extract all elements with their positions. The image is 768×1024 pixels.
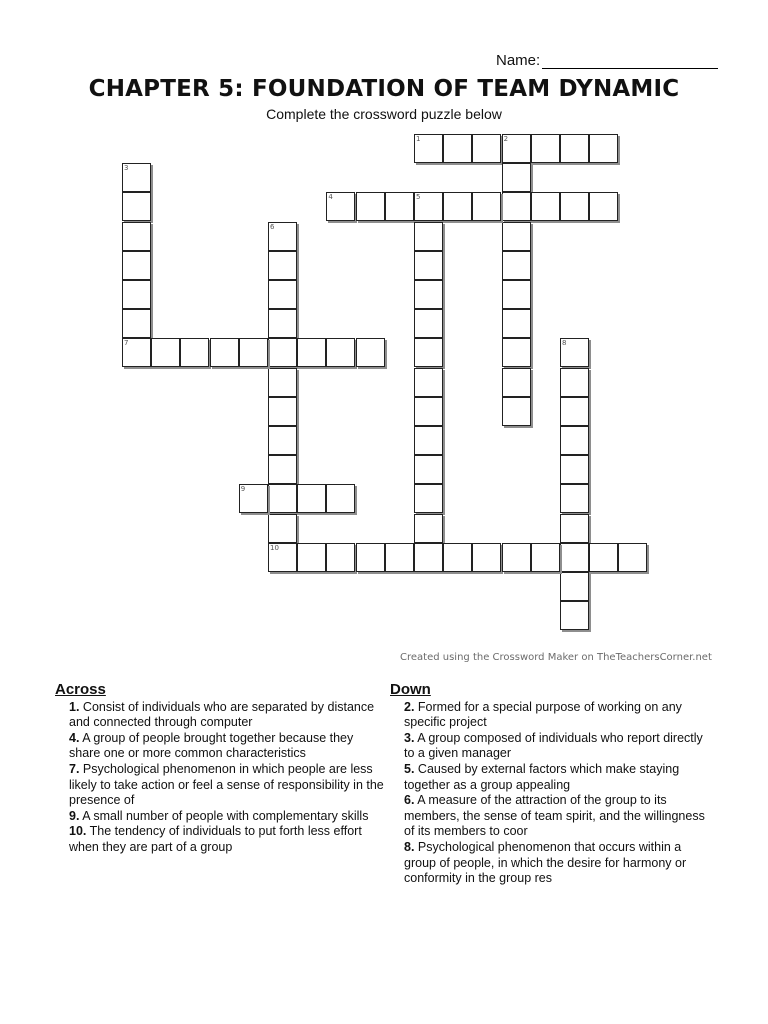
page-subtitle: Complete the crossword puzzle below [266, 106, 502, 122]
crossword-cell[interactable] [268, 397, 297, 426]
crossword-cell[interactable] [414, 192, 443, 221]
name-field[interactable] [496, 52, 718, 69]
clue-item-text: Formed for a special purpose of working on any specific project [404, 699, 682, 730]
clue-item-number: 3. [404, 730, 415, 745]
clue-number: 10 [270, 543, 279, 552]
crossword-cell[interactable] [122, 309, 151, 338]
crossword-cell[interactable] [560, 397, 589, 426]
clue-item-text: A small number of people with complementary skills [79, 808, 369, 823]
clue-item [55, 824, 385, 855]
crossword-cell[interactable] [560, 134, 589, 163]
crossword-cell[interactable] [560, 368, 589, 397]
crossword-cell[interactable] [560, 543, 589, 572]
crossword-cell[interactable] [268, 309, 297, 338]
crossword-cell[interactable] [122, 192, 151, 221]
crossword-cell[interactable] [268, 484, 297, 513]
crossword-cell[interactable] [560, 426, 589, 455]
clue-number: 3 [124, 164, 129, 173]
clue-item-number: 9. [69, 808, 80, 823]
crossword-cell[interactable] [385, 543, 414, 572]
clue-number: 4 [328, 193, 333, 202]
clue-item [390, 840, 710, 887]
name-blank-line[interactable] [542, 54, 718, 69]
clue-number: 6 [270, 222, 275, 231]
across-clue-list [55, 700, 385, 856]
clue-item [390, 731, 710, 762]
crossword-cell[interactable] [414, 514, 443, 543]
crossword-cell[interactable] [297, 543, 326, 572]
clue-item-number: 7. [69, 761, 80, 776]
crossword-cell[interactable] [502, 543, 531, 572]
clue-number: 2 [503, 135, 509, 143]
crossword-cell[interactable] [531, 192, 560, 221]
clue-item-text: Consist of individuals who are separated by distance and connected through computer [69, 699, 375, 730]
crossword-cell[interactable] [502, 309, 531, 338]
crossword-cell[interactable] [268, 338, 297, 367]
crossword-cell[interactable] [502, 163, 531, 192]
clue-item [390, 793, 710, 840]
page-title: CHAPTER 5: FOUNDATION OF TEAM DYNAMIC [88, 76, 680, 102]
crossword-cell[interactable] [326, 484, 355, 513]
clue-item [390, 700, 710, 731]
crossword-cell[interactable] [326, 338, 355, 367]
crossword-cell[interactable] [531, 134, 560, 163]
crossword-cell[interactable] [268, 455, 297, 484]
crossword-cell[interactable] [180, 338, 209, 367]
crossword-cell[interactable] [472, 134, 501, 163]
down-clue-list [390, 700, 710, 887]
clue-item-number: 6. [404, 793, 415, 808]
clue-item-text: A group of people brought together because they share one or more common characteristics [69, 730, 354, 761]
crossword-cell[interactable] [268, 543, 297, 572]
crossword-cell[interactable] [560, 484, 589, 513]
crossword-cell[interactable] [502, 222, 531, 251]
clue-item [55, 762, 385, 809]
crossword-cell[interactable] [414, 455, 443, 484]
clue-item-number: 5. [404, 761, 415, 776]
crossword-cell[interactable] [502, 192, 531, 221]
crossword-cell[interactable] [589, 543, 618, 572]
crossword-cell[interactable] [268, 280, 297, 309]
crossword-cell[interactable] [239, 338, 268, 367]
crossword-cell[interactable] [268, 222, 297, 251]
clue-item-number: 4. [69, 730, 80, 745]
crossword-cell[interactable] [268, 514, 297, 543]
across-heading: Across [55, 681, 106, 698]
crossword-cell[interactable] [122, 222, 151, 251]
clue-item-text: The tendency of individuals to put forth less effort when they are part of a group [69, 824, 362, 854]
crossword-cell[interactable] [414, 338, 443, 367]
down-heading: Down [390, 681, 431, 698]
clue-number: 1 [416, 135, 421, 143]
clue-item-text: Caused by external factors which make staying together as a group appealing [404, 761, 680, 792]
crossword-cell[interactable] [472, 192, 501, 221]
clue-item [55, 809, 385, 825]
crossword-cell[interactable] [502, 251, 531, 280]
clue-number: 8 [562, 339, 567, 348]
crossword-cell[interactable] [122, 251, 151, 280]
across-clues [55, 682, 385, 856]
crossword-cell[interactable] [502, 338, 531, 367]
crossword-cell[interactable] [414, 309, 443, 338]
clue-item [55, 731, 385, 762]
crossword-cell[interactable] [531, 543, 560, 572]
crossword-cell[interactable] [414, 484, 443, 513]
crossword-cell[interactable] [618, 543, 647, 572]
crossword-cell[interactable] [122, 338, 151, 367]
name-label: Name: [496, 52, 541, 69]
crossword-cell[interactable] [414, 251, 443, 280]
crossword-cell[interactable] [472, 543, 501, 572]
crossword-cell[interactable] [414, 397, 443, 426]
clue-item-number: 1. [69, 699, 80, 714]
crossword-cell[interactable] [443, 192, 472, 221]
crossword-cell[interactable] [210, 338, 239, 367]
clue-item-number: 2. [404, 699, 415, 714]
crossword-cell[interactable] [356, 338, 385, 367]
crossword-cell[interactable] [151, 338, 180, 367]
crossword-cell[interactable] [239, 484, 268, 513]
clue-item-number: 10. [69, 824, 87, 839]
crossword-cell[interactable] [268, 426, 297, 455]
crossword-cell[interactable] [560, 572, 589, 601]
clue-item-number: 8. [404, 839, 415, 854]
crossword-cell[interactable] [122, 163, 151, 192]
crossword-cell[interactable] [443, 134, 472, 163]
crossword-cell[interactable] [414, 222, 443, 251]
crossword-cell[interactable] [326, 192, 355, 221]
crossword-cell[interactable] [560, 192, 589, 221]
crossword-cell[interactable] [414, 134, 443, 163]
credit-line: Created using the Crossword Maker on TheTeachersCorner.net [400, 652, 712, 663]
crossword-cell[interactable] [560, 338, 589, 367]
crossword-cell[interactable] [502, 368, 531, 397]
crossword-cell[interactable] [560, 514, 589, 543]
crossword-cell[interactable] [297, 484, 326, 513]
crossword-cell[interactable] [385, 192, 414, 221]
clue-item [390, 762, 710, 793]
crossword-cell[interactable] [414, 543, 443, 572]
crossword-cell[interactable] [589, 134, 618, 163]
crossword-cell[interactable] [297, 338, 326, 367]
clue-number: 5 [416, 193, 421, 202]
crossword-cell[interactable] [502, 397, 531, 426]
crossword-cell[interactable] [589, 192, 618, 221]
crossword-cell[interactable] [502, 280, 531, 309]
clue-number: 7 [124, 339, 129, 348]
clue-item [55, 700, 385, 731]
crossword-cell[interactable] [326, 543, 355, 572]
crossword-cell[interactable] [560, 601, 589, 630]
crossword-cell[interactable] [268, 251, 297, 280]
crossword-cell[interactable] [122, 280, 151, 309]
crossword-cell[interactable] [414, 280, 443, 309]
down-clues [390, 682, 710, 887]
crossword-cell[interactable] [443, 543, 472, 572]
crossword-cell[interactable] [356, 543, 385, 572]
clue-item-text: A group composed of individuals who report directly to a given manager [404, 730, 703, 761]
crossword-cell[interactable] [560, 455, 589, 484]
clue-item-text: Psychological phenomenon that occurs within a group of people, in which the desire for harmony or conformity in the group res [404, 839, 687, 886]
crossword-cell[interactable] [356, 192, 385, 221]
crossword-cell[interactable] [502, 134, 531, 163]
clue-item-text: A measure of the attraction of the group to its members, the sense of team spirit, and the willingness of its members to coor [404, 793, 705, 839]
crossword-cell[interactable] [414, 426, 443, 455]
clue-item-text: Psychological phenomenon in which people are less likely to take action or feel a sense of responsibility in the presence of [69, 761, 384, 808]
crossword-cell[interactable] [414, 368, 443, 397]
crossword-cell[interactable] [268, 368, 297, 397]
clue-number: 9 [240, 485, 246, 494]
